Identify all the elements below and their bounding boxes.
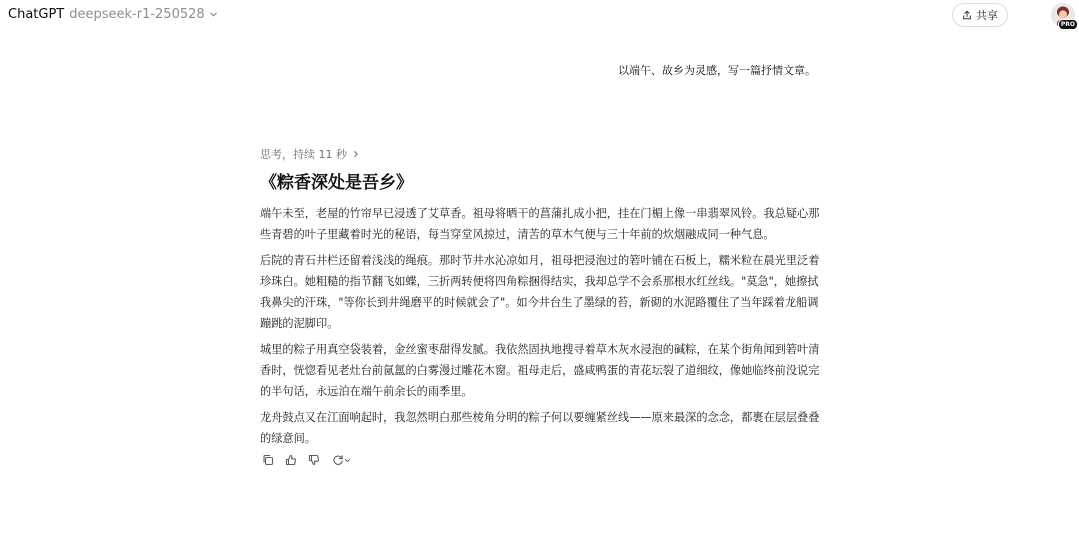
essay-paragraph: 后院的青石井栏还留着浅浅的绳痕。那时节井水沁凉如月，祖母把浸泡过的箬叶铺在石板上，糯米粒在晨光里泛着珍珠白。她粗糙的指节翻飞如蝶，三折两转便将四角粽捆得结实，我却总学不会系那根水红丝线。"莫急"，她擦拭我鼻尖的汗珠，"等你长到井绳磨平的时候就会了"。如今井台生了墨绿的苔，新砌的水泥路覆住了当年踩着龙船调蹦跳的泥脚印。 [260,254,820,330]
top-bar [0,0,1079,32]
model-name: deepseek-r1-250528 [69,7,205,22]
essay-paragraph: 城里的粽子用真空袋装着，金丝蜜枣甜得发腻。我依然固执地搜寻着草木灰水浸泡的碱粽，在某个街角闻到箬叶清香时，恍惚看见老灶台前氤氲的白雾漫过雕花木窗。祖母走后，盛咸鸭蛋的青花坛裂了道细纹，像她临终前没说完的半句话，永远泊在端午前余长的雨季里。 [260,343,820,398]
chevron-right-icon [352,150,360,158]
dislike-button[interactable] [306,452,322,468]
thumbs-up-icon [285,454,297,466]
essay-paragraph: 端午未至，老屋的竹帘早已浸透了艾草香。祖母将晒干的菖蒲扎成小把，挂在门楣上像一串翡翠风铃。我总疑心那些青碧的叶子里藏着时光的秘语，每当穿堂风掠过，清苦的草木气便与三十年前的炊烟融成同一种气息。 [260,207,820,241]
thinking-toggle[interactable] [260,146,360,162]
regenerate-button[interactable] [329,452,353,468]
model-selector[interactable] [8,7,218,22]
essay-body [260,203,822,454]
essay-paragraph: 龙舟鼓点又在江面响起时，我忽然明白那些棱角分明的粽子何以要缠紧丝线——原来最深的念念，都裹在层层叠叠的绿意间。 [260,411,820,445]
essay-title: 《粽香深处是吾乡》 [260,173,413,193]
regenerate-icon [332,454,344,466]
chevron-down-icon [344,457,351,464]
share-button[interactable] [952,3,1008,27]
app-name: ChatGPT [8,7,65,22]
share-icon [962,10,972,20]
copy-icon [262,454,274,466]
message-actions [260,452,353,468]
copy-button[interactable] [260,452,276,468]
thumbs-down-icon [308,454,320,466]
chevron-down-icon [209,10,218,19]
avatar[interactable] [1051,3,1075,27]
user-message: 以端午、故乡为灵感，写一篇抒情文章。 [618,64,816,77]
like-button[interactable] [283,452,299,468]
pro-badge: PRO [1058,19,1078,30]
share-label: 共享 [976,9,998,22]
thinking-label: 思考，持续 11 秒 [260,148,347,161]
